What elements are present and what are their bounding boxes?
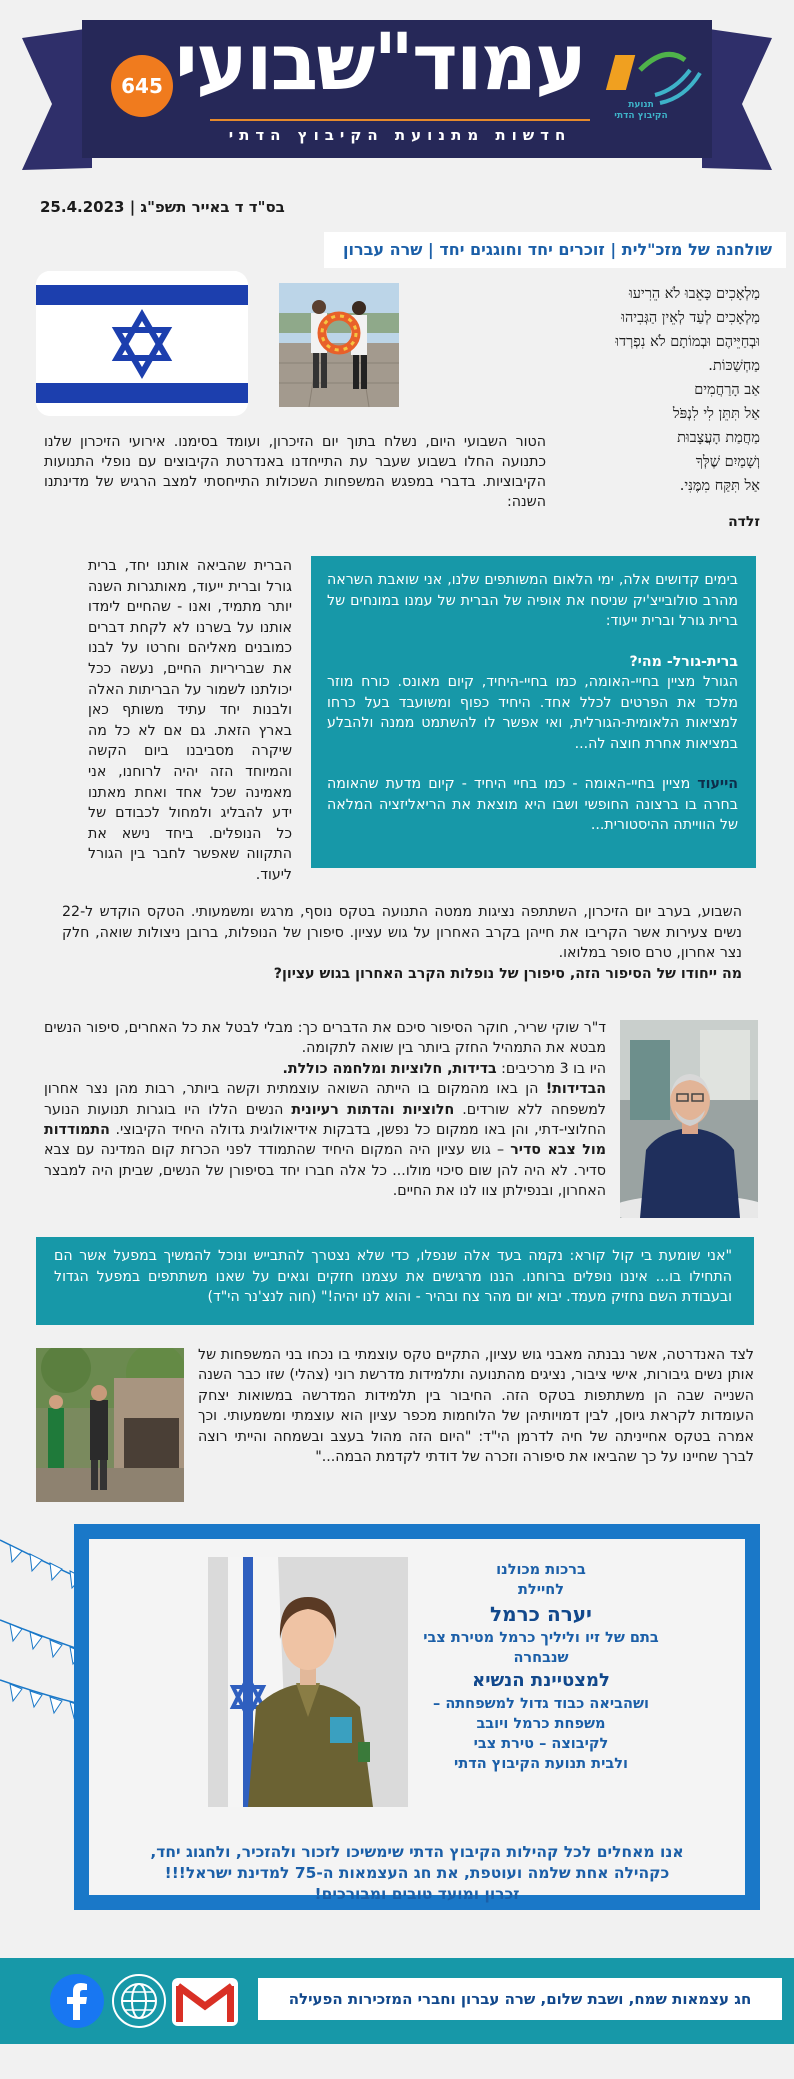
congrats-message <box>420 1560 662 1774</box>
ceremony-question: מה ייחודו של הסיפור הזה, סיפורן של נופלות הקרב האחרון בגוש עציון? <box>273 965 742 982</box>
facebook-icon[interactable] <box>50 1974 104 2028</box>
poem-line: מַחֲמַת הָעֲצָבוּת <box>677 430 760 446</box>
masthead-subtitle: חדשות מתנועת הקיבוץ הדתי <box>228 126 572 144</box>
congrats-line: ושהביאה כבוד גדול למשפחתה – משפחת כרמל ויובב <box>433 1696 649 1732</box>
poem-line: מַלְאָכִים לְעַד לְאֵין הַגְּבִיהוּ <box>621 310 760 326</box>
yiud-lead: הייעוד <box>697 776 738 792</box>
masthead-title: עמוד"שבועי <box>174 18 585 108</box>
memorial-ceremony-paragraph <box>62 902 742 984</box>
pioneering-heading: חלוציות והדתות רעיונית <box>291 1101 455 1118</box>
ceremony-text: השבוע, בערב יום הזיכרון, השתתפה נציגות ממטה התנועה בטקס נוסף, מרגש ומשמעותי. הטקס הוקדש ל-22 נשים צעירות אשר הקריבו את חייהן בקרב האחרון על גוש עציון. סיפורן של הנופלות, ברובן ניצולות שואה, חלק נצר אחרון, טרם סופר במלואו. <box>62 904 742 961</box>
poem-line: מַלְאָכִים כָּאֵבוּ לֹא הֵרִיעוּ <box>629 286 760 302</box>
gmail-icon[interactable] <box>172 1978 238 2026</box>
poem-author: זלדה <box>728 514 760 530</box>
poem-line: מַחְשַׁכּוֹת. <box>708 358 760 374</box>
intro-paragraph: הטור השבועי היום, נשלח בתוך יום הזיכרון, ועומד בסימנו. אירועי הזיכרון שלנו כתנועה החלו בשבוע שעבר עת התייחדנו באנדרטת הקיבוצים עם נופלי התנועות הקיבוציות. בדברי במפגש המשפחות השכולות התייחסתי למצב הרגיש של מדינתנו השנה: <box>44 434 546 510</box>
poem-line: אַב הָרַחֲמִים <box>694 382 760 398</box>
components-list: בדידות, חלוציות ומלחמה כוללת. <box>282 1060 497 1077</box>
footer-greeting: חג עצמאות שמח, ושבת שלום, שרה עברון וחברי המזכירות הפעילה <box>258 1978 782 2020</box>
congrats-line: ברכות מכולנו <box>496 1562 586 1578</box>
congrats-line: בתם של זיו וליליך כרמל מטירת צבי <box>423 1630 659 1646</box>
award-title: למצטיינת הנשיא <box>472 1670 610 1691</box>
monument-paragraph: לצד האנדרטה, אשר נבנתה מאבני גוש עציון, התקיים טקס עוצמתי בו נכחו בני המשפחות של אותן נשים גיבורות, אישי ציבור, נציגים מהתנועה ותלמידות מדרשת רוני (צהלי) שזו כבר השנה השנייה שבה הן משתתפות בטקס הזה. החיבור בין תלמידות המדרשה במשואות יצחק העומדות לקראת גיוסן, לבין דמויותיהן של הלוחמות מכפר עציון הוא עוצמתי ומשמעותי. וכך אמרה בטקס אחייניתה של חיה לדרמן הי"ד: "היום הזה מהול בעצב ובשמחה והייתי רוצה לברך שחיינו על כך שהביאו את סיפורה וזכרה של דודתי לקדמת הבמה..." <box>198 1347 754 1466</box>
brit-goral-heading: ברית-גורל- מהי? <box>629 653 738 670</box>
yiud-body: מציין בחיי-האומה - כמו בחיי היחיד - קיום מדעת שהאומה בחרה בו ברצונה החופשי ושבו היא מוצאת את הריאליזציה המלאה של הווייתה ההיסטורית... <box>327 776 738 833</box>
brit-column-text: הברית שהביאה אותנו יחד, ברית גורל וברית ייעוד, מאותגרות השנה יותר מתמיד, ואנו - שהחיים לימדו אותנו על בשרנו לא לקחת דברים כמובנים מאליהם וחרטו על לבנו את שבריריות החיים, נעשה ככל יכולתנו לשמור על הבריתות האלה ולבנות יחד עתיד משותף כאן בארץ הזאת. גם אם לא כל מה שיקרה מסביבנו ביום הקשה והמיוחד הזה יהיה לרוחנו, אני מאמינה שכל אחד ואחת מאתנו ידע להבליג ולמחול לכבודם של כל הנופלים. ביחד נישא את התקווה שאפשר לחבר בין הגורל ליעוד. <box>88 558 292 883</box>
loneliness-heading: הבדידות! <box>545 1081 606 1098</box>
researcher-summary: ד"ר שוקי שריר, חוקר הסיפור סיכם את הדברים כך: מבלי לבטל את כל האחרים, סיפור הנשים מבטא את התמהיל החזק ביותר בין שואה לתקומה. <box>44 1020 606 1057</box>
wishes-line: כקהילה אחת שלמה ועוטפת, את חג העצמאות ה-75 למדינת ישראל!!! <box>164 1864 670 1882</box>
israel-flag-icon <box>36 271 248 416</box>
poem-line: וְשָׁמַיִם שֶׁלְּךָ <box>695 454 760 470</box>
pioneering-text: הנשים הללו היו בוגרות תנועות הנוער החלוצי-דתי, והן באו ממקום כל נפשן, בדבקות אידיאולוגית גדולה היחיד הקיבוצי. <box>44 1101 606 1139</box>
quote-box: "אני שומעת בי קול קורא: נקמה בעד אלה שנפלו, כדי שלא נצטרך להתבייש ונוכל להמשיך במפעל אשר הם התחילו בו... איננו נופלים ברוחנו. הננו מרגישים את עצמנו חזקים וגאים על שאנו משתתפים במפעל הגדול ובעבודת השם נחזיק מעמד. יבוא יום מהר צח ובהיר - והוא לנו יהיה!" (חוה לנצ'נר הי"ד) <box>36 1237 754 1325</box>
researcher-paragraph <box>44 1018 606 1202</box>
congrats-line: לחיילת <box>518 1582 564 1598</box>
poem-line: וּבְחַיֵּיהֶם וּבְמוֹתָם לֹא נִפְרְדוּ <box>615 334 760 350</box>
poem-line: אַל תִּקַּח מִמֶּנִּי. <box>679 478 760 494</box>
poem <box>560 282 760 498</box>
congrats-line: לקיבוצה – טירת צבי <box>473 1736 609 1752</box>
soldier-portrait <box>208 1557 408 1807</box>
components-lead: היו בו 3 מרכיבים: <box>496 1060 606 1077</box>
brit-goral-text: הגורל מציין בחיי-האומה, כמו בחיי-היחיד, קיום מאונס. כורח מוזר מלכד את הפרטים לכלל אחד. היחיד כפוף ומשועבד בעל כרחו למציאות הלאומית-הגורלית, ואי אפשר לו להשתמט ממנה ולהבלע במציאות אחרת חוצה לה... <box>327 674 738 752</box>
brit-goral-box <box>311 556 756 868</box>
lecturer-photo <box>620 1020 758 1218</box>
ceremony-wreath-photo <box>279 283 399 407</box>
wishes-line: אנו מאחלים לכל קהילות הקיבוץ הדתי שימשיכו לזכור ולהזכיר, ולחגוג יחד, <box>150 1843 684 1861</box>
congrats-line: שנבחרה <box>513 1650 569 1666</box>
soldier-name: יערה כרמל <box>490 1602 592 1626</box>
congrats-line: ולבית תנועת הקיבוץ הדתי <box>454 1756 628 1772</box>
loneliness-text: הן באו מהמקום בו הייתה השואה עוצמתית וקשה ביותר, רבות מהן נצר אחרון למשפחה ללא שורדים. <box>44 1081 606 1118</box>
brit-yiud-text <box>327 774 738 836</box>
issue-date: בס"ד ד באייר תשפ"ג | 25.4.2023 <box>40 198 285 216</box>
issue-number-badge: 645 <box>111 55 173 117</box>
column-heading: שולחנה של מזכ"לית | זוכרים יחד וחוגגים יחד | שרה עברון <box>324 232 786 268</box>
army-heading: התמודדות מול צבא סדיר <box>44 1122 606 1159</box>
logo-text: תנועת הקיבוץ הדתי <box>614 100 668 121</box>
monument-photo <box>36 1348 184 1502</box>
holiday-wishes <box>100 1842 734 1905</box>
website-globe-icon[interactable] <box>112 1974 166 2028</box>
army-text: – גוש עציון היה המקום היחיד שהתמודד לפני הכרזת קום המדינה עם צבא סדיר. לא היה להן שום סיכוי מולו... כל אלה חברו יחד בסיפורן של הנשים, שביתן היה למבצר האחרון, ובנפילתן צוו לנו את החיים. <box>44 1142 606 1200</box>
israel-flag-card <box>36 271 248 416</box>
wishes-line: זכרון ומועד טובים ומבורכים! <box>314 1885 520 1903</box>
brit-goral-intro: בימים קדושים אלה, ימי הלאום המשותפים שלנו, אני שואבת השראה מהרב סולובייצ'יק שניסח את אופיה של הברית של עמנו במונחים של ברית גורל וברית ייעוד: <box>327 572 738 629</box>
poem-line: אַל תִּתֵּן לִי לִנְפֹּל <box>672 406 760 422</box>
masthead <box>0 0 794 185</box>
